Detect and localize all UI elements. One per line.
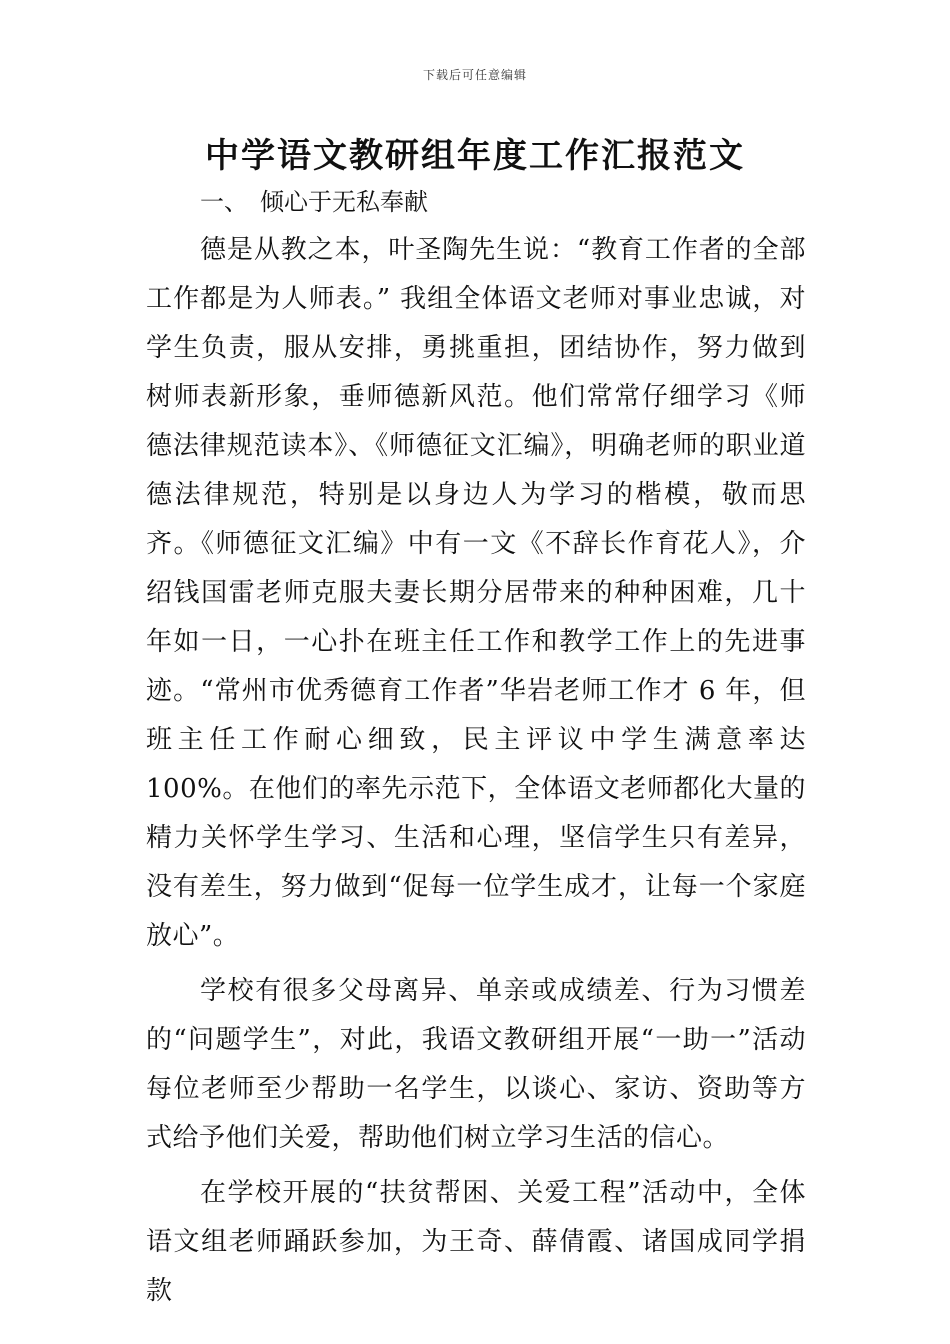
paragraph-1: 德是从教之本，叶圣陶先生说：“教育工作者的全部工作都是为人师表。” 我组全体语文老师对事业忠诚，对学生负责，服从安排，勇挑重担，团结协作，努力做到树师表新形象，垂师德新风范。他们常常仔细学习《师德法律规范读本》、《师德征文汇编》，明确老师的职业道德法律规范，特别是以身边人为学习的楷模，敬而思齐。《师德征文汇编》中有一文《不辞长作育花人》，介绍钱国雷老师克服夫妻长期分居带来的种种困难，几十年如一日，一心扑在班主任工作和教学工作上的先进事迹。“常州市优秀德育工作者”华岩老师工作才 6 年，但班主任工作耐心细致，民主评议中学生满意率达 100%。在他们的率先示范下，全体语文老师都化大量的精力关怀学生学习、生活和心理，坚信学生只有差异，没有差生，努力做到“促每一位学生成才，让每一个家庭放心”。 xyxy=(146,235,806,951)
section-title: 倾心于无私奉献 xyxy=(260,188,428,216)
paragraph-2: 学校有很多父母离异、单亲或成绩差、行为习惯差的“问题学生”，对此，我语文教研组开展“一助一”活动每位老师至少帮助一名学生，以谈心、家访、资助等方式给予他们关爱，帮助他们树立学习生活的信心。 xyxy=(146,976,806,1153)
paragraph-3: 在学校开展的“扶贫帮困、关爱工程”活动中，全体语文组老师踊跃参加，为王奇、薛倩霞、诸国成同学捐款 xyxy=(146,1178,806,1306)
page-header-note: 下载后可任意编辑 xyxy=(422,68,527,82)
document-body xyxy=(146,226,806,1316)
document-title: 中学语文教研组年度工作汇报范文 xyxy=(205,136,745,176)
section-number: 一、 xyxy=(200,188,248,216)
section-heading xyxy=(200,182,428,217)
